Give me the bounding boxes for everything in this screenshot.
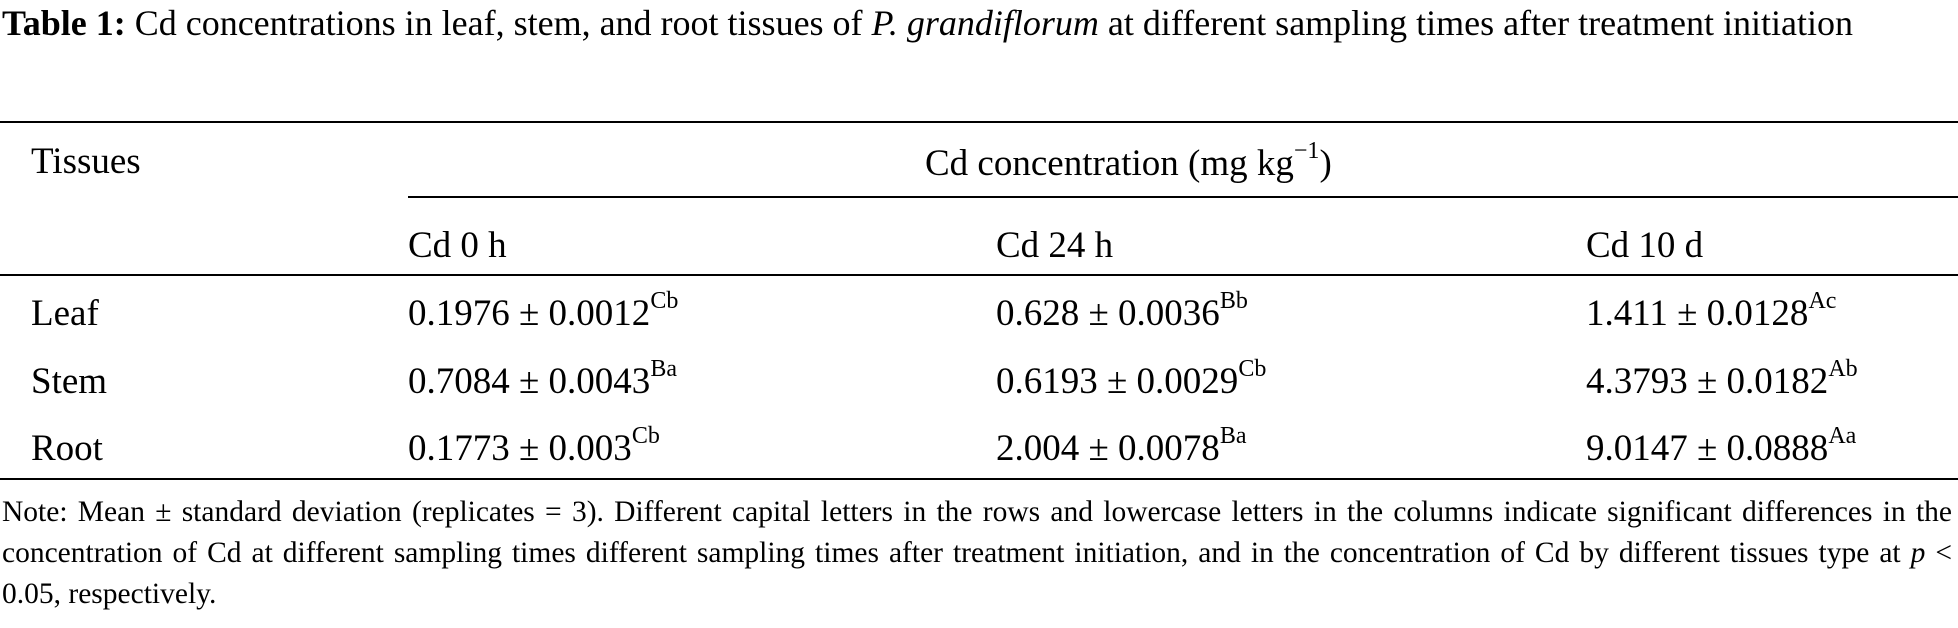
cell-value: 0.628 ± 0.0036 <box>996 293 1220 334</box>
cell-value: 0.6193 ± 0.0029 <box>996 361 1239 402</box>
table-cell <box>408 355 677 404</box>
note-text-end: < 0.05, respectively. <box>2 537 1952 610</box>
cell-letters: Ac <box>1808 287 1837 314</box>
group-rule <box>408 196 1958 198</box>
cell-letters: Ba <box>650 355 677 382</box>
cell-value: 1.411 ± 0.0128 <box>1586 293 1809 334</box>
tissue-stem: Stem <box>31 361 108 402</box>
tissue-root: Root <box>31 428 103 469</box>
note-text: Note: Mean ± standard deviation (replicates = 3). Different capital letters in the rows and lowercase letters in the columns indicate significant differences in the concentration of Cd at different sampling times different sampling times after treatment initiation, and in the concentration of Cd by different tissues type at <box>2 496 1952 569</box>
table-cell <box>996 287 1248 336</box>
header-rule <box>0 274 1958 276</box>
group-header-exponent: −1 <box>1293 137 1320 164</box>
table-cell <box>1586 355 1858 404</box>
p-symbol: p <box>1910 537 1926 569</box>
cell-letters: Ab <box>1828 355 1858 382</box>
table-note <box>2 492 1952 615</box>
cell-value: 2.004 ± 0.0078 <box>996 428 1220 469</box>
table-cell <box>996 422 1247 471</box>
column-header-cd-24h: Cd 24 h <box>996 225 1114 266</box>
table-cell <box>996 355 1267 404</box>
group-header-text: Cd concentration (mg kg <box>925 143 1294 184</box>
bottom-rule <box>0 478 1958 480</box>
cell-letters: Cb <box>1238 355 1267 382</box>
caption-text: Cd concentrations in leaf, stem, and root tissues of <box>134 3 863 43</box>
cell-value: 4.3793 ± 0.0182 <box>1586 361 1829 402</box>
cell-value: 0.1976 ± 0.0012 <box>408 293 651 334</box>
cell-letters: Aa <box>1828 422 1857 449</box>
table-cell <box>408 422 660 471</box>
column-header-cd-10d: Cd 10 d <box>1586 225 1704 266</box>
top-rule <box>0 121 1958 123</box>
species-name: P. grandiflorum <box>871 3 1099 43</box>
cell-value: 9.0147 ± 0.0888 <box>1586 428 1829 469</box>
cell-letters: Cb <box>631 422 660 449</box>
tissue-leaf: Leaf <box>31 293 99 334</box>
table-caption <box>2 0 1954 46</box>
group-header-concentration <box>925 137 1332 186</box>
cell-value: 0.1773 ± 0.003 <box>408 428 632 469</box>
caption-text-end: at different sampling times after treatment initiation <box>1107 3 1854 43</box>
cell-letters: Cb <box>650 287 679 314</box>
cell-letters: Bb <box>1219 287 1248 314</box>
column-header-cd-0h: Cd 0 h <box>408 225 507 266</box>
group-header-close: ) <box>1319 143 1332 184</box>
table-cell <box>1586 422 1857 471</box>
table-cell <box>1586 287 1837 336</box>
table-cell <box>408 287 679 336</box>
cell-letters: Ba <box>1219 422 1247 449</box>
table-label: Table 1: <box>2 3 126 43</box>
cell-value: 0.7084 ± 0.0043 <box>408 361 651 402</box>
row-header-tissues: Tissues <box>31 141 141 182</box>
